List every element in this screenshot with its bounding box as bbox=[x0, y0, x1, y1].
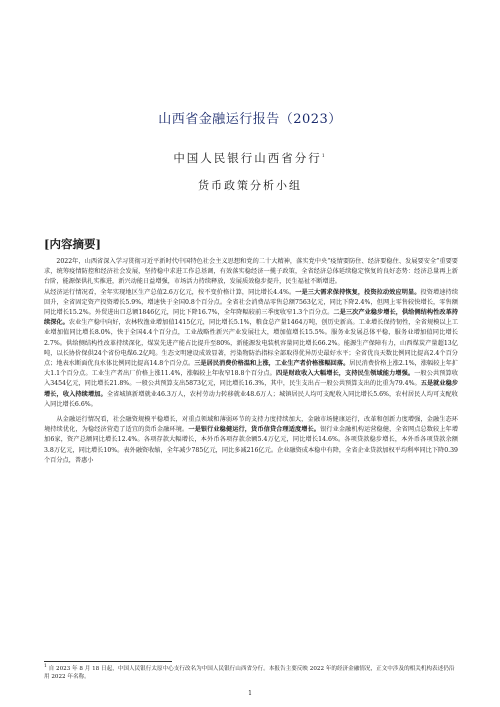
footnote bbox=[44, 665, 458, 682]
summary-paragraph-finance: 从金融运行情况看，社会融资规模平稳增长，对重点领域和薄弱环节的支持力度持续加大，金融市场健康运行，改革和创新力度增强，金融生态环境持续优化，为稳经济营造了适宜的货币金融环境。一是银行业稳健运行，货币信贷合理适度增长。银行业金融机构运营稳健，全省网点总数较上年增加6家，资产总额同比增长12.4%。各项存款大幅增长，本外币各项存款余额5.4万亿元，同比增长14.6%。各项贷款稳步增长，本外币各项贷款余额3.8万亿元，同比增长10%。表外融资收缩，全年减少785亿元，同比多减216亿元。企业融资成本稳中有降，全省企业贷款加权平均利率同比下降0.39个百分点，普惠小 bbox=[44, 416, 459, 464]
footnote-text: 自 2023 年 8 月 18 日起，中国人民银行太原中心支行改名为中国人民银行山西省分行。本报告主要反映 2022 年的经济金融情况，正文中涉及的相关机构表述仍沿用 2022 年名称。 bbox=[44, 666, 455, 681]
report-author bbox=[0, 150, 500, 166]
report-title: 山西省金融运行报告（2023） bbox=[158, 112, 342, 127]
author-group: 货币政策分析小组 bbox=[198, 179, 302, 192]
point-demand: 一是三大需求保持恢复，投资拉动效应明显。 bbox=[295, 288, 421, 296]
point-prices: 三是居民消费价格温和上涨，工业生产者价格涨幅回落。 bbox=[194, 360, 350, 368]
summary-heading: [内容摘要] bbox=[44, 237, 101, 251]
economy-overview-text: 从经济运行情况看，全年实现地区生产总值2.6万亿元，按不变价格计算，同比增长4.4%。 bbox=[44, 288, 296, 296]
page-number: 1 bbox=[248, 690, 252, 697]
point-employment: 五是就业稳步增长，收入持续增加。 bbox=[44, 380, 459, 398]
point-fiscal: 四是财政收入大幅增长，支持民生领域能力增强。 bbox=[275, 370, 415, 378]
summary-paragraph-economy: 2022年，山西省深入学习贯彻习近平新时代中国特色社会主义思想和党的二十大精神，落实党中央“疫情要防住、经济要稳住、发展要安全”重要要求，统筹疫情防控和经济社会发展，坚持稳中求进工作总基调，有效落实稳经济一揽子政策，全省经济总体延续稳定恢复的良好态势：经济总量再上新台阶，能源保供扎实推进，新兴动能日益增强，市场活力持续释放，发展质效稳步提升，民生福祉不断增进。 从经济运行情况看，全年实现地区生产总值2.6万亿元，按不变价格计算，同比增长4.4%。一是三大需求保持恢复，投资拉动效应明显。投资增速持续回升，全省固定资产投资增长5.9%，增速快于全国0.8个百分点。全省社会消费品零售总额7563亿元，同比下降2.4%，但网上零售较快增长，零售额同比增长15.2%。外贸进出口总额1846亿元，同比下降16.7%，全年降幅较前三季度收窄1.3个百分点。二是三次产业稳步增长，供给侧结构性改革持续深化。农业生产稳中向好，农林牧渔业增加值1415亿元，同比增长5.1%，粮食总产量1464万吨，创历史新高。工业增长保持韧性，全省规模以上工业增加值同比增长8.0%，快于全国4.4个百分点，工业战略性新兴产业发展壮大，增加值增长15.5%。服务业发展总体平稳，服务业增加值同比增长2.7%。供给侧结构性改革持续深化，煤炭先进产能占比提升至80%，新能源发电装机容量同比增长66.2%。能源生产保障有力，山西煤炭产量超13亿吨，以长协价保供24个省份电煤6.2亿吨。生态文明建设成效显著，污染物防治指标全部取得优异历史最好水平；全省优良天数比例同比提高2.4个百分点；地表水断面优良水体比例同比提高14.8个百分点。三是居民消费价格温和上涨，工业生产者价格涨幅回落。居民消费价格上涨2.1%，涨幅较上年扩大1.1个百分点。工业生产者出厂价格上涨11.4%，涨幅较上年收窄18.8个百分点。四是财政收入大幅增长，支持民生领域能力增强。一般公共预算收入3454亿元，同比增长21.8%。一般公共预算支出5873亿元，同比增长16.3%，其中，民生支出占一般公共预算支出的比重为79.4%。五是就业稳步增长，收入持续增加。全省城镇新增就业46.3万人，农村劳动力转移就业48.6万人；城镇居民人均可支配收入同比增长5.6%，农村居民人均可支配收入同比增长6.6%。 bbox=[44, 258, 459, 408]
point-banking: 一是银行业稳健运行，货币信贷合理适度增长。 bbox=[188, 426, 321, 434]
author-name: 中国人民银行山西省分行 bbox=[173, 151, 322, 165]
summary-body bbox=[44, 257, 458, 466]
footnote-marker: 1 bbox=[44, 664, 47, 670]
author-footnote-marker: 1 bbox=[321, 154, 327, 160]
point-industry: 二是三次产业稳步增长，供给侧结构性改革持续深化。 bbox=[44, 309, 458, 327]
footnote-divider bbox=[44, 661, 172, 662]
